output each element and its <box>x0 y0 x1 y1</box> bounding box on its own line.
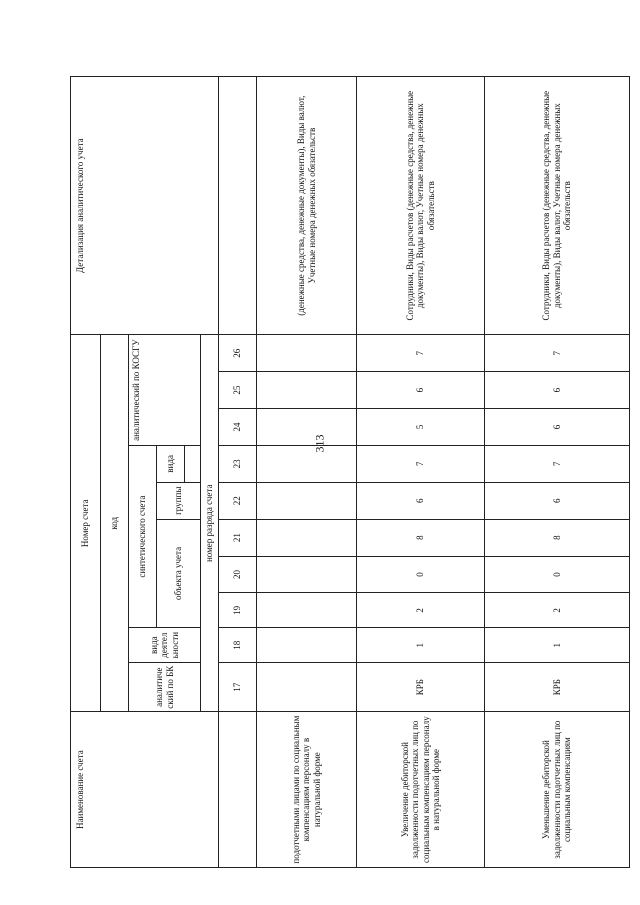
digit-value <box>257 409 357 446</box>
detail-cell: (денежные средства, денежные документы), Виды валют, Учетные номера денежных обязательств <box>257 77 357 335</box>
digit-value: 7 <box>357 335 485 372</box>
header-synthetic-account: синтетического счета <box>129 445 157 627</box>
header-analytic-bk: аналитиче ский по БК <box>129 663 201 712</box>
digit-value: 0 <box>485 556 630 593</box>
digit-value: КРБ <box>357 663 485 712</box>
page-number: 313 <box>312 434 327 453</box>
table-row <box>485 77 630 868</box>
detail-cell: Сотрудники, Виды расчетов (денежные средства, денежные документы), Виды валют, Учетные номера денежных обязательств <box>485 77 630 335</box>
header-detail: Детализация аналитического учета <box>71 77 219 335</box>
digit-26: 26 <box>219 335 257 372</box>
header-activity-type: вида деятел ьности <box>129 628 201 663</box>
digit-23: 23 <box>219 445 257 482</box>
digit-value <box>257 445 357 482</box>
digit-value: 0 <box>357 556 485 593</box>
digits-spacer-right <box>219 77 257 335</box>
digit-value <box>257 556 357 593</box>
digit-22: 22 <box>219 482 257 519</box>
digit-value: 2 <box>485 593 630 628</box>
digits-spacer-left <box>219 712 257 868</box>
digit-value: 6 <box>357 372 485 409</box>
accounts-table-wrapper <box>70 76 630 868</box>
digit-value <box>257 335 357 372</box>
digit-value <box>257 593 357 628</box>
header-group: группы <box>157 482 201 519</box>
header-account-number: Номер счета <box>71 335 101 712</box>
digit-value: 1 <box>357 628 485 663</box>
digit-24: 24 <box>219 409 257 446</box>
digit-21: 21 <box>219 519 257 556</box>
digit-value: 6 <box>357 482 485 519</box>
digit-value <box>257 519 357 556</box>
digit-value: 6 <box>485 482 630 519</box>
digit-value: 8 <box>357 519 485 556</box>
digit-19: 19 <box>219 593 257 628</box>
digit-value: 2 <box>357 593 485 628</box>
digit-value: 7 <box>485 335 630 372</box>
table-row <box>257 77 357 868</box>
digit-value: 6 <box>485 409 630 446</box>
digit-18: 18 <box>219 628 257 663</box>
digit-25: 25 <box>219 372 257 409</box>
account-name-cell: подотчетными лицами по социальным компенсациям персоналу в натуральной форме <box>257 712 357 868</box>
digit-value <box>257 663 357 712</box>
digit-20: 20 <box>219 556 257 593</box>
digit-value: 8 <box>485 519 630 556</box>
header-accounting-object: объекта учета <box>157 519 201 628</box>
digit-17: 17 <box>219 663 257 712</box>
header-digit-number: номер разряда счета <box>201 335 219 712</box>
detail-cell: Сотрудники, Виды расчетов (денежные средства, денежные документы), Виды валют, Учетные номера денежных обязательств <box>357 77 485 335</box>
digit-value: 5 <box>357 409 485 446</box>
digit-value <box>257 372 357 409</box>
header-code: код <box>101 335 129 712</box>
digit-value: 7 <box>485 445 630 482</box>
accounts-table <box>70 76 630 868</box>
account-name-cell: Увеличение дебиторской задолженности подотчетных лиц по социальным компенсациям персоналу в натуральной форме <box>357 712 485 868</box>
header-account-name: Наименование счета <box>71 712 219 868</box>
digit-value: 7 <box>357 445 485 482</box>
digit-value <box>257 628 357 663</box>
account-name-cell: Уменьшение дебиторской задолженности подотчетных лиц по социальным компенсациям <box>485 712 630 868</box>
digit-value: КРБ <box>485 663 630 712</box>
digit-value <box>257 482 357 519</box>
table-row <box>357 77 485 868</box>
header-analytic-kosgu: аналитический по КОСГУ <box>129 335 201 446</box>
header-kind: вида <box>157 445 185 482</box>
header-kind-blank <box>185 445 201 482</box>
digit-value: 1 <box>485 628 630 663</box>
digit-value: 6 <box>485 372 630 409</box>
